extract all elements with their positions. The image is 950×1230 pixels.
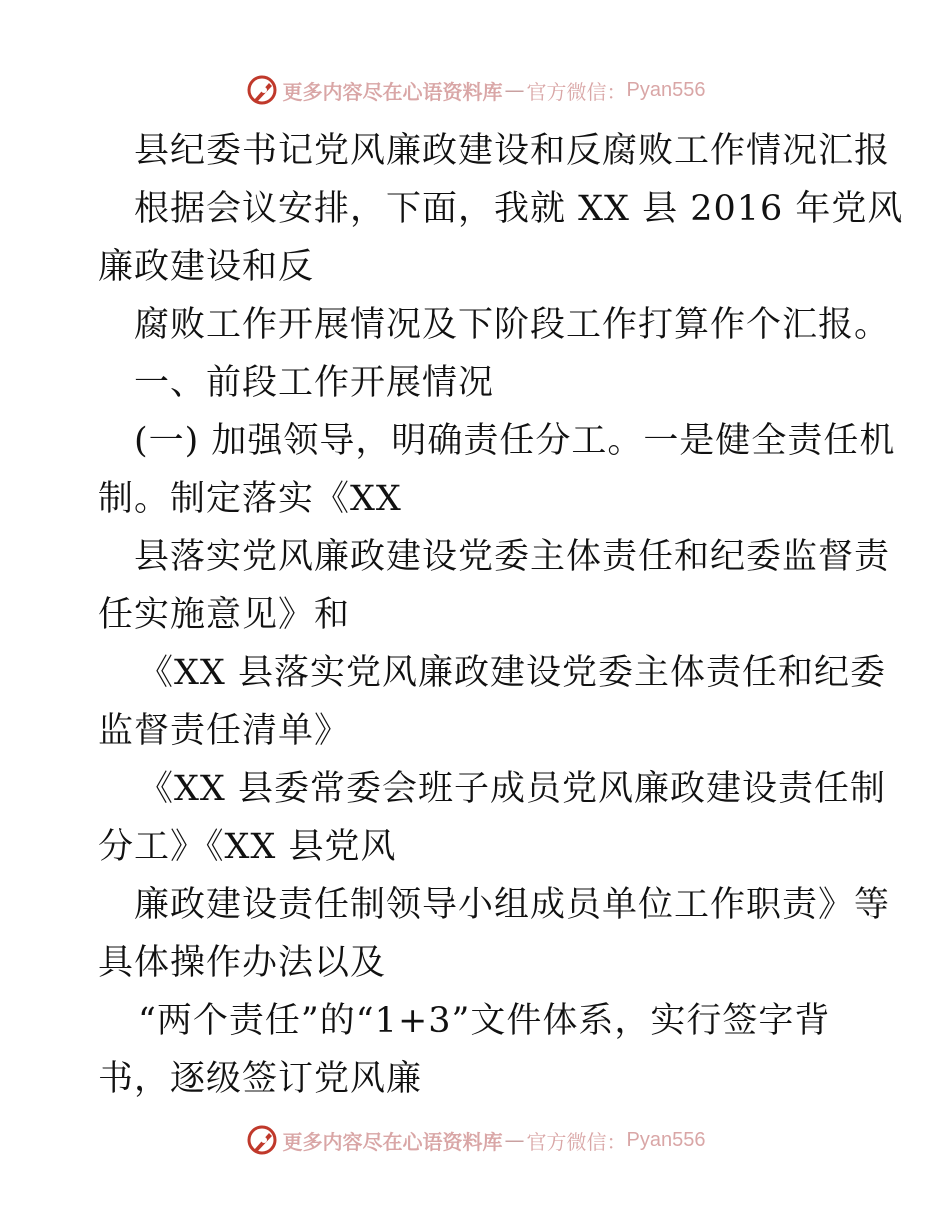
header-watermark (0, 70, 950, 110)
footer-watermark (0, 1120, 950, 1160)
paragraph-line: 腐败工作开展情况及下阶段工作打算作个汇报。 (134, 305, 891, 345)
pen-logo-icon (245, 1123, 279, 1157)
watermark-text: 更多内容尽在心语资料库 (282, 79, 503, 104)
paragraph-line: 《XX 县落实党风廉政建设党委主体责任和纪委 (138, 653, 886, 693)
section-heading: 一、前段工作开展情况 (134, 363, 495, 403)
document-body (98, 122, 904, 1108)
watermark-contact-id: Pyan556 (626, 78, 706, 101)
watermark-separator: — (504, 1128, 525, 1152)
watermark-separator: — (504, 78, 525, 102)
paragraph-line: “两个责任”的“1+3”文件体系，实行签字背 (138, 1001, 831, 1041)
pen-logo-icon (245, 73, 279, 107)
paragraph-line: 任实施意见》和 (98, 595, 351, 635)
paragraph-line: 根据会议安排，下面，我就 XX 县 2016 年党风 (134, 189, 904, 229)
paragraph-line: 廉政建设责任制领导小组成员单位工作职责》等 (134, 885, 891, 925)
paragraph-line: (一) 加强领导，明确责任分工。一是健全责任机 (134, 421, 896, 461)
paragraph-line: 具体操作办法以及 (98, 943, 387, 983)
watermark-text: 更多内容尽在心语资料库 (282, 1129, 503, 1154)
paragraph-line: 廉政建设和反 (98, 247, 315, 287)
paragraph-line: 《XX 县委常委会班子成员党风廉政建设责任制 (138, 769, 886, 809)
watermark-contact-label: 官方微信： (526, 79, 627, 104)
paragraph-line: 监督责任清单》 (98, 711, 351, 751)
watermark-contact-id: Pyan556 (626, 1128, 706, 1151)
document-title: 县纪委书记党风廉政建设和反腐败工作情况汇报 (134, 131, 891, 171)
paragraph-line: 分工》《XX 县党风 (98, 827, 397, 867)
watermark-contact-label: 官方微信： (526, 1129, 627, 1154)
paragraph-line: 制。制定落实《XX (98, 479, 402, 519)
paragraph-line: 县落实党风廉政建设党委主体责任和纪委监督责 (134, 537, 891, 577)
paragraph-line: 书，逐级签订党风廉 (98, 1059, 423, 1099)
